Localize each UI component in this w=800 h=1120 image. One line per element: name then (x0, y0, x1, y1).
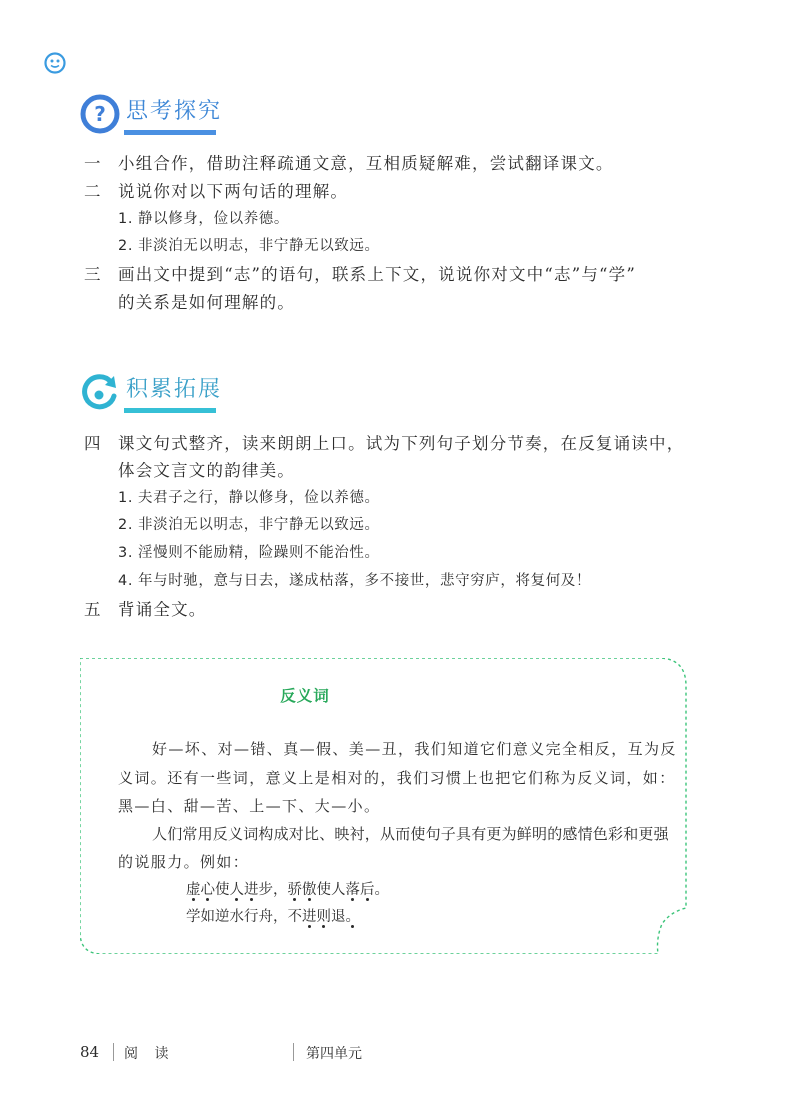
footer-divider (293, 1043, 294, 1061)
box-paragraph-line: 义词。还有一些词，意义上是相对的，我们习惯上也把它们称为反义词，如： (118, 769, 676, 787)
example-char: 进 (302, 909, 317, 925)
question-text: 说说你对以下两句话的理解。 (118, 182, 349, 201)
svg-text:?: ? (94, 102, 106, 126)
box-paragraph-line: 人们常用反义词构成对比、映衬，从而使句子具有更为鲜明的感情色彩和更强 (152, 825, 669, 843)
example-char: 人 (229, 882, 244, 898)
section-title-underline (124, 130, 216, 135)
example-char: 。 (374, 882, 389, 898)
example-char: 逆 (215, 909, 230, 925)
section-title: 积累拓展 (126, 377, 223, 402)
example-char: 舟 (258, 909, 273, 925)
footer-divider (113, 1043, 114, 1061)
footer-section-label: 阅 读 (124, 1046, 175, 1062)
example-char: 骄 (287, 882, 302, 898)
box-title: 反义词 (280, 686, 330, 705)
example-char: ， (273, 882, 288, 898)
sub-item: 1. 夫君子之行，静以修身，俭以养德。 (118, 490, 380, 506)
example-char: 傲 (302, 882, 317, 898)
example-char: 。 (345, 909, 360, 925)
sub-item: 2. 非淡泊无以明志，非宁静无以致远。 (118, 238, 380, 254)
section-header-accumulate (80, 370, 300, 420)
example-char: 如 (200, 909, 215, 925)
question-number: 二 (84, 182, 101, 201)
page-number: 84 (80, 1043, 100, 1061)
example-sentence (186, 905, 360, 929)
question-text: 背诵全文。 (118, 600, 207, 619)
refresh-arrow-icon (80, 372, 120, 412)
section-title: 思考探究 (126, 99, 223, 124)
question-text: 画出文中提到“志”的语句，联系上下文，说说你对文中“志”与“学” (118, 265, 637, 284)
box-paragraph-line: 的说服力。例如： (118, 853, 250, 871)
question-text: 课文句式整齐，读来朗朗上口。试为下列句子划分节奏，在反复诵读中， (118, 434, 685, 453)
section-title-underline (124, 408, 216, 413)
example-sentence (186, 878, 389, 902)
question-text: 体会文言文的韵律美。 (118, 461, 295, 480)
example-char: 心 (200, 882, 215, 898)
example-char: 则 (316, 909, 331, 925)
box-paragraph-line: 好—坏、对—错、真—假、美—丑，我们知道它们意义完全相反，互为反 (152, 740, 677, 758)
box-paragraph-line: 黑—白、甜—苦、上—下、大—小。 (118, 797, 381, 815)
sub-item: 4. 年与时驰，意与日去，遂成枯落，多不接世，悲守穷庐，将复何及！ (118, 573, 591, 589)
example-char: 退 (331, 909, 346, 925)
example-char: 学 (186, 909, 201, 925)
example-char: 后 (360, 882, 375, 898)
question-text: 小组合作，借助注释疏通文意，互相质疑解难，尝试翻译课文。 (118, 154, 614, 173)
example-char: 行 (244, 909, 259, 925)
example-char: 人 (331, 882, 346, 898)
example-char: 步 (258, 882, 273, 898)
example-char: 虚 (186, 882, 201, 898)
question-number: 四 (84, 434, 101, 453)
question-number: 三 (84, 265, 101, 284)
sub-item: 2. 非淡泊无以明志，非宁静无以致远。 (118, 517, 380, 533)
sub-item: 1. 静以修身，俭以养德。 (118, 211, 289, 227)
example-char: 水 (229, 909, 244, 925)
question-text: 的关系是如何理解的。 (118, 293, 295, 312)
question-number: 一 (84, 154, 101, 173)
section-header-thinking (80, 92, 300, 142)
example-char: 使 (316, 882, 331, 898)
sub-item: 3. 淫慢则不能励精，险躁则不能治性。 (118, 545, 380, 561)
example-char: 进 (244, 882, 259, 898)
footer-unit-label: 第四单元 (306, 1046, 362, 1062)
example-char: ， (273, 909, 288, 925)
example-char: 不 (287, 909, 302, 925)
example-char: 落 (345, 882, 360, 898)
question-number: 五 (84, 600, 101, 619)
example-char: 使 (215, 882, 230, 898)
question-mark-icon (80, 94, 120, 134)
smiley-face-icon (44, 52, 66, 74)
